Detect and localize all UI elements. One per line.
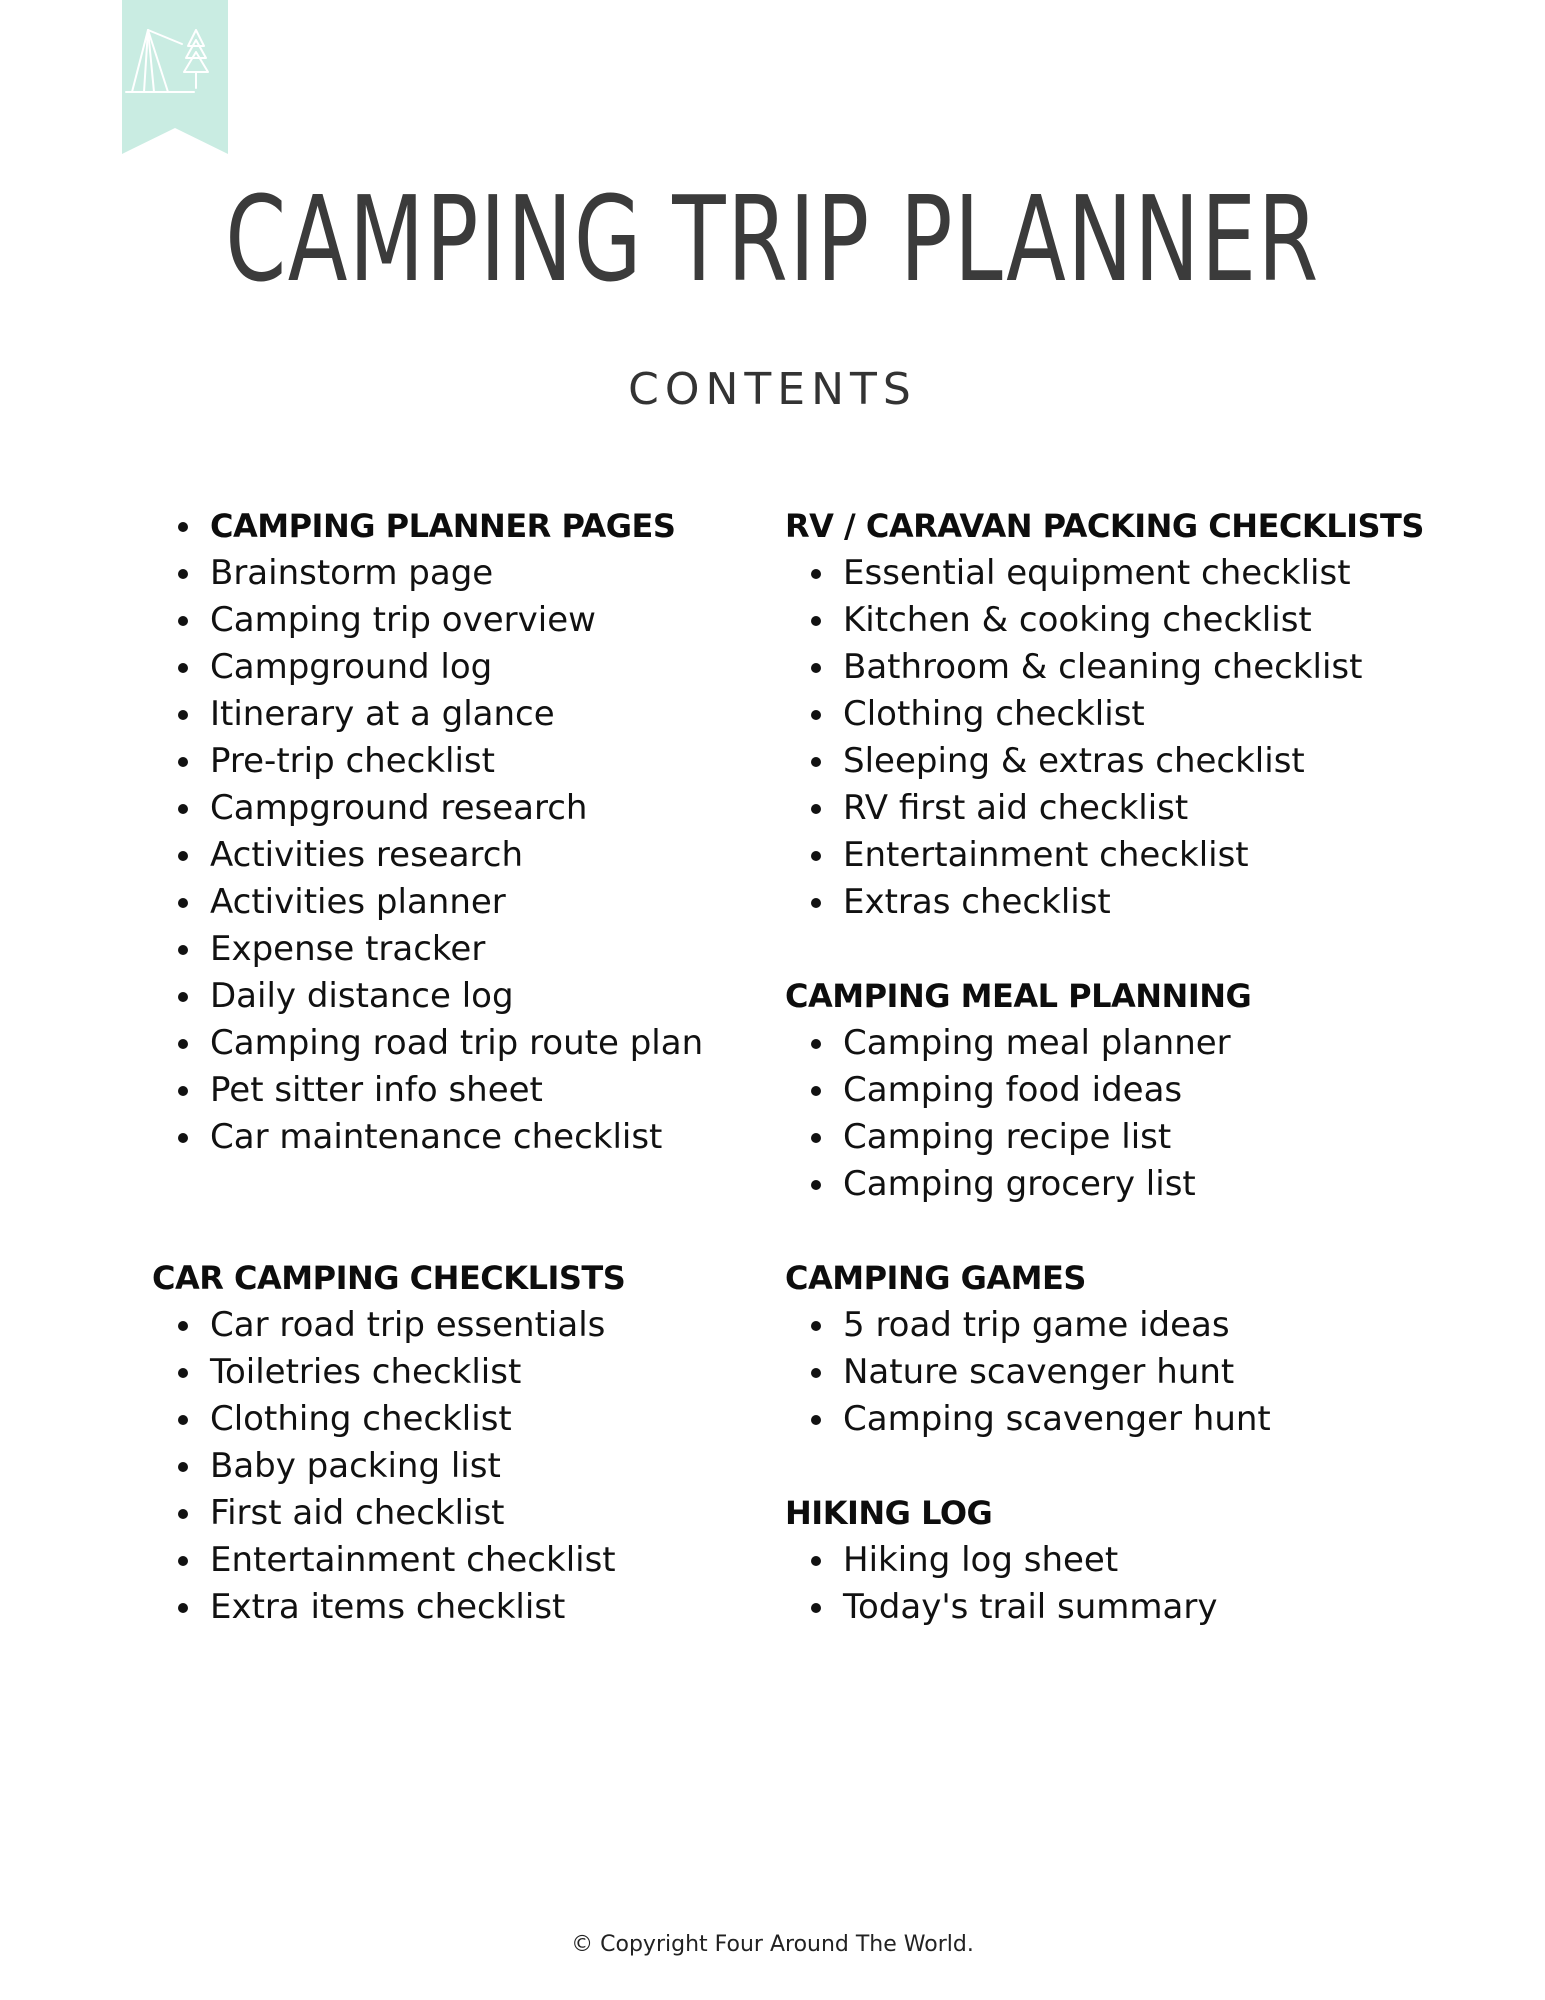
ribbon-shape: [122, 0, 228, 154]
section-rv-caravan: [785, 503, 1505, 926]
list-item: Camping meal planner: [785, 1020, 1505, 1067]
list-item: Camping scavenger hunt: [785, 1396, 1505, 1443]
page-title: CAMPING TRIP PLANNER: [225, 170, 1320, 308]
list-item: Extra items checklist: [152, 1584, 772, 1631]
section-hiking-log: [785, 1490, 1505, 1631]
item-list: [785, 1020, 1505, 1208]
list-item: Clothing checklist: [152, 1396, 772, 1443]
list-item: Brainstorm page: [152, 550, 772, 597]
section-camping-games: [785, 1255, 1505, 1443]
list-item: Extras checklist: [785, 879, 1505, 926]
list-item: Sleeping & extras checklist: [785, 738, 1505, 785]
item-list: [785, 1537, 1505, 1631]
item-list: [152, 550, 772, 1161]
list-item: Expense tracker: [152, 926, 772, 973]
list-item: Itinerary at a glance: [152, 691, 772, 738]
item-list: [152, 1302, 772, 1631]
list-item: Bathroom & cleaning checklist: [785, 644, 1505, 691]
list-item: Clothing checklist: [785, 691, 1505, 738]
section-heading: HIKING LOG: [785, 1494, 993, 1532]
section-meal-planning: [785, 973, 1505, 1208]
list-item: Camping recipe list: [785, 1114, 1505, 1161]
list-item: 5 road trip game ideas: [785, 1302, 1505, 1349]
list-item: Kitchen & cooking checklist: [785, 597, 1505, 644]
corner-ribbon: [122, 0, 228, 154]
section-heading: CAMPING GAMES: [785, 1259, 1086, 1297]
list-item: Pre-trip checklist: [152, 738, 772, 785]
list-item: Entertainment checklist: [785, 832, 1505, 879]
list-item: Camping road trip route plan: [152, 1020, 772, 1067]
list-item: Baby packing list: [152, 1443, 772, 1490]
list-item: Camping grocery list: [785, 1161, 1505, 1208]
right-column: [785, 503, 1505, 1631]
list-item: Campground research: [152, 785, 772, 832]
copyright-footer: © Copyright Four Around The World.: [571, 1932, 974, 1957]
item-list: [785, 550, 1505, 926]
list-item: Camping trip overview: [152, 597, 772, 644]
list-item: RV first aid checklist: [785, 785, 1505, 832]
list-item: Campground log: [152, 644, 772, 691]
section-planner-pages: [152, 503, 772, 1161]
list-item: Car road trip essentials: [152, 1302, 772, 1349]
item-list: [785, 1302, 1505, 1443]
section-heading: CAMPING MEAL PLANNING: [785, 977, 1252, 1015]
list-item: First aid checklist: [152, 1490, 772, 1537]
list-item: Nature scavenger hunt: [785, 1349, 1505, 1396]
section-car-camping: [152, 1255, 772, 1631]
list-item: Entertainment checklist: [152, 1537, 772, 1584]
list-item: Activities planner: [152, 879, 772, 926]
list-item: Hiking log sheet: [785, 1537, 1505, 1584]
page-subtitle: CONTENTS: [628, 364, 917, 415]
list-item: Daily distance log: [152, 973, 772, 1020]
section-heading: CAMPING PLANNER PAGES: [152, 503, 772, 550]
list-item: Car maintenance checklist: [152, 1114, 772, 1161]
section-heading: CAR CAMPING CHECKLISTS: [152, 1259, 626, 1297]
list-item: Essential equipment checklist: [785, 550, 1505, 597]
list-item: Camping food ideas: [785, 1067, 1505, 1114]
list-item: Toiletries checklist: [152, 1349, 772, 1396]
left-column: [152, 503, 772, 1631]
section-heading: RV / CARAVAN PACKING CHECKLISTS: [785, 507, 1424, 545]
list-item: Today's trail summary: [785, 1584, 1505, 1631]
list-item: Activities research: [152, 832, 772, 879]
list-item: Pet sitter info sheet: [152, 1067, 772, 1114]
